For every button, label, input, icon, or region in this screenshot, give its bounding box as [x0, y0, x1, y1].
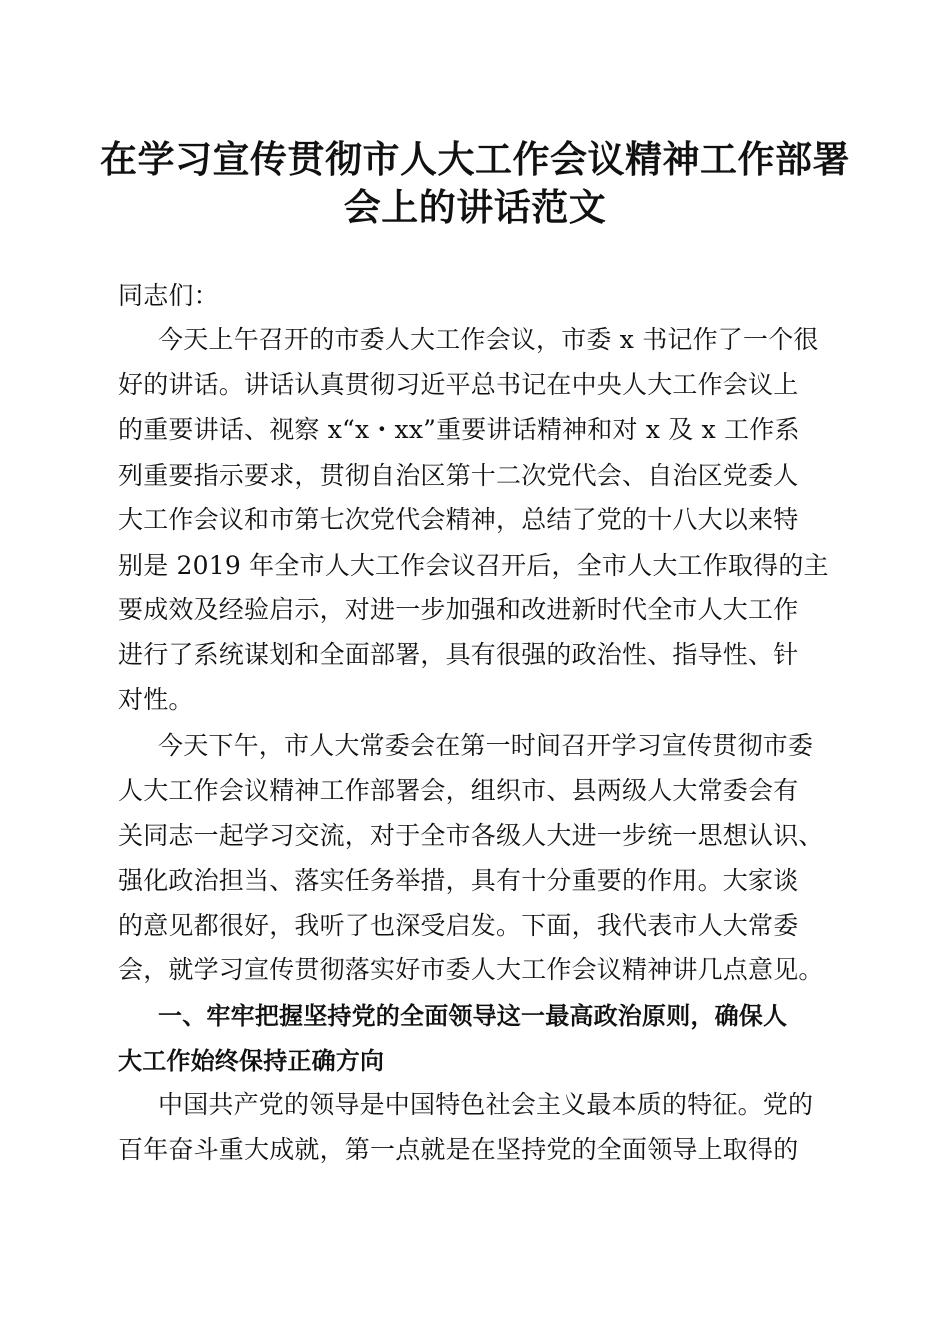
paragraph-2-line: 今天下午，市人大常委会在第一时间召开学习宣传贯彻市委: [158, 731, 814, 760]
paragraph-2-line: 关同志一起学习交流，对于全市各级人大进一步统一思想认识、: [118, 821, 824, 850]
paragraph-3-line: 中国共产党的领导是中国特色社会主义最本质的特征。党的: [158, 1090, 814, 1119]
paragraph-1-line: 别是 2019 年全市人大工作会议召开后，全市人大工作取得的主: [118, 551, 829, 580]
paragraph-3-line: 百年奋斗重大成就，第一点就是在坚持党的全面领导上取得的: [118, 1135, 799, 1164]
paragraph-1-line: 要成效及经验启示，对进一步加强和改进新时代全市人大工作: [118, 595, 799, 624]
section-heading-line: 大工作始终保持正确方向: [118, 1047, 385, 1075]
paragraph-1-line: 大工作会议和市第七次党代会精神，总结了党的十八大以来特: [118, 505, 799, 534]
paragraph-1-line: 好的讲话。讲话认真贯彻习近平总书记在中央人大工作会议上: [118, 370, 799, 399]
document-title-line-1: 在学习宣传贯彻市人大工作会议精神工作部署: [100, 137, 850, 181]
paragraph-1-line: 进行了系统谋划和全面部署，具有很强的政治性、指导性、针: [118, 640, 799, 669]
paragraph-2-line: 会，就学习宣传贯彻落实好市委人大工作会议精神讲几点意见。: [118, 955, 824, 984]
paragraph-2-line: 强化政治担当、落实任务举措，具有十分重要的作用。大家谈: [118, 866, 799, 895]
paragraph-1-line: 对性。: [118, 685, 194, 714]
salutation: 同志们：: [118, 281, 219, 310]
paragraph-1-line: 的重要讲话、视察 x“x・xx”重要讲话精神和对 x 及 x 工作系: [118, 415, 800, 444]
section-heading-line: 一、牢牢把握坚持党的全面领导这一最高政治原则，确保人: [158, 1002, 788, 1030]
paragraph-2-line: 的意见都很好，我听了也深受启发。下面，我代表市人大常委: [118, 911, 799, 940]
paragraph-1-line: 列重要指示要求，贯彻自治区第十二次党代会、自治区党委人: [118, 461, 799, 490]
paragraph-2-line: 人大工作会议精神工作部署会，组织市、县两级人大常委会有: [118, 776, 799, 805]
document-title-line-2: 会上的讲话范文: [343, 185, 607, 229]
paragraph-1-line: 今天上午召开的市委人大工作会议，市委 x 书记作了一个很: [158, 325, 819, 354]
